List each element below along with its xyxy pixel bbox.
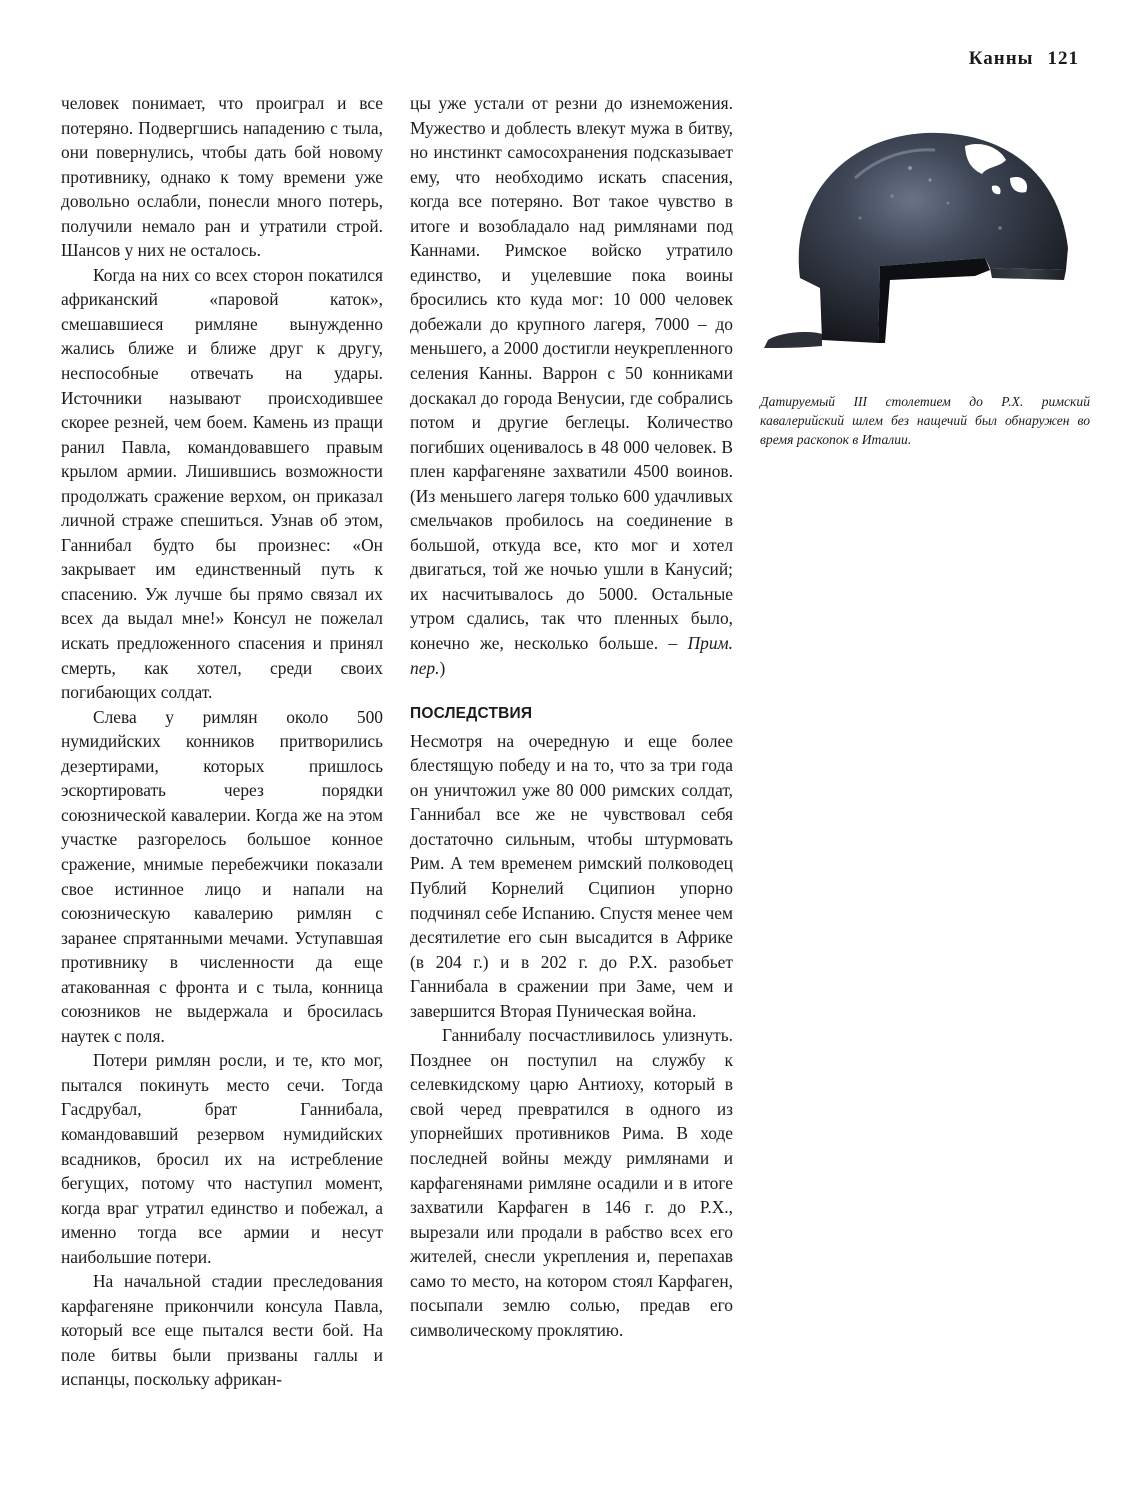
helmet-image bbox=[760, 108, 1080, 358]
figure bbox=[760, 108, 1090, 449]
paragraph: Когда на них со всех сторон покатился африканский «паровой каток», смешавшиеся римляне вынужденно жались ближе и ближе друг к другу, неспособные отвечать на удары. Источники называют происходившее скорее резней, чем боем. Камень из пращи ранил Павла, командовавшего правым крылом армии. Лишившись возможности продолжать сражение верхом, он приказал личной страже спешиться. Узнав об этом, Ганнибал будто бы произнес: «Он закрывает им единственный путь к спасению. Уж лучше бы прямо связал их всех да выдал мне!» Консул не пожелал искать предложенного спасения и принял смерть, как хотел, среди своих погибающих солдат. bbox=[61, 264, 383, 703]
paragraph: Ганнибалу посчастливилось улизнуть. Позднее он поступил на службу к селевкидскому царю Антиоху, который в свой черед превратился в одного из упорнейших противников Рима. В ходе последней войны между римлянами и карфагенянами римляне осадили и в итоге захватили Карфаген в 146 г. до Р.Х., вырезали или продали в рабство всех его жителей, снесли укрепления и, перепахав само то место, на котором стоял Карфаген, посыпали землю солью, предав его символическому проклятию. bbox=[410, 1025, 733, 1340]
translator-note: Прим. пер. bbox=[410, 633, 733, 678]
section-title: Канны bbox=[968, 48, 1034, 69]
paragraph bbox=[410, 91, 733, 680]
paragraph: Потери римлян росли, и те, кто мог, пытался покинуть место сечи. Тогда Гасдрубал, брат Ганнибала, командовавший резервом нумидийских всадников, бросил их на истребление бегущих, потому что наступил момент, когда враг утратил единство и побежал, а именно тогда все армии и несут наибольшие потери. bbox=[61, 1050, 383, 1267]
page-number: 121 bbox=[1047, 48, 1079, 69]
section-heading: ПОСЛЕДСТВИЯ bbox=[410, 705, 533, 723]
paragraph-text: цы уже устали от резни до изнеможения. Мужество и доблесть влекут мужа в битву, но инстинкт самосохранения подсказывает ему, что необходимо искать спасения, когда все потеряно. Вот такое чувство в итоге и возобладало над римлянами под Каннами. Римское войско утратило единство, и уцелевшие пока воины бросились кто куда мог: 10 000 человек добежали до крупного лагеря, 7000 – до меньшего, а 2000 достигли неукрепленного селения Канны. Варрон с 50 конниками доскакал до города Венусии, где собрались потом и другие беглецы. Количество погибших оценивалось в 48 000 человек. В плен карфагеняне захватили 4500 воинов. (Из меньшего лагеря только 600 удачливых смельчаков пробилось на соединение в большой, откуда все, кто мог и хотел двигаться, той же ночью ушли в Канусий; их насчитывалось до 5000. Остальные утром сдались, так что пленных было, конечно же, несколько больше. – bbox=[410, 93, 733, 654]
paragraph: Слева у римлян около 500 нумидийских конников притворились дезертирами, которых пришлось эскортировать через порядки союзнической кавалерии. Когда же на этом участке разгорелось большое конное сражение, мнимые перебежчики показали свое истинное лицо и напали на союзническую кавалерию римлян с заранее спрятанными мечами. Уступавшая противнику в численности да еще атакованная с фронта и с тыла, конница союзников не выдержала и бросилась наутек с поля. bbox=[61, 706, 383, 1046]
paragraph: человек понимает, что проиграл и все потеряно. Подвергшись нападению с тыла, они повернулись, чтобы дать бой новому противнику, однако к тому времени уже довольно ослабли, понесли много потерь, получили немало ран и утратили строй. Шансов у них не осталось. bbox=[61, 93, 383, 261]
closing-paren: ) bbox=[439, 657, 446, 678]
left-column bbox=[61, 91, 383, 1392]
paragraph: Несмотря на очередную и еще более блестящую победу и на то, что за три года он уничтожил уже 80 000 римских солдат, Ганнибал все же не чувствовал себя достаточно сильным, чтобы штурмовать Рим. А тем временем римский полководец Публий Корнелий Сципион упорно подчинял себе Испанию. Спустя менее чем десятилетие его сын высадится в Африке (в 204 г.) и в 202 г. до Р.Х. разобьет Ганнибала в сражении при Заме, чем и завершится Вторая Пуническая война. bbox=[410, 730, 733, 1021]
running-head bbox=[969, 48, 1079, 70]
figure-caption: Датируемый III столетием до Р.Х. римский кавалерийский шлем без нащечий был обнаружен во время раскопок в Италии. bbox=[760, 394, 1090, 447]
paragraph: На начальной стадии преследования карфагеняне прикончили консула Павла, который все еще пытался вести бой. На поле битвы были призваны галлы и испанцы, поскольку африкан- bbox=[61, 1271, 383, 1390]
middle-column bbox=[410, 91, 733, 1342]
